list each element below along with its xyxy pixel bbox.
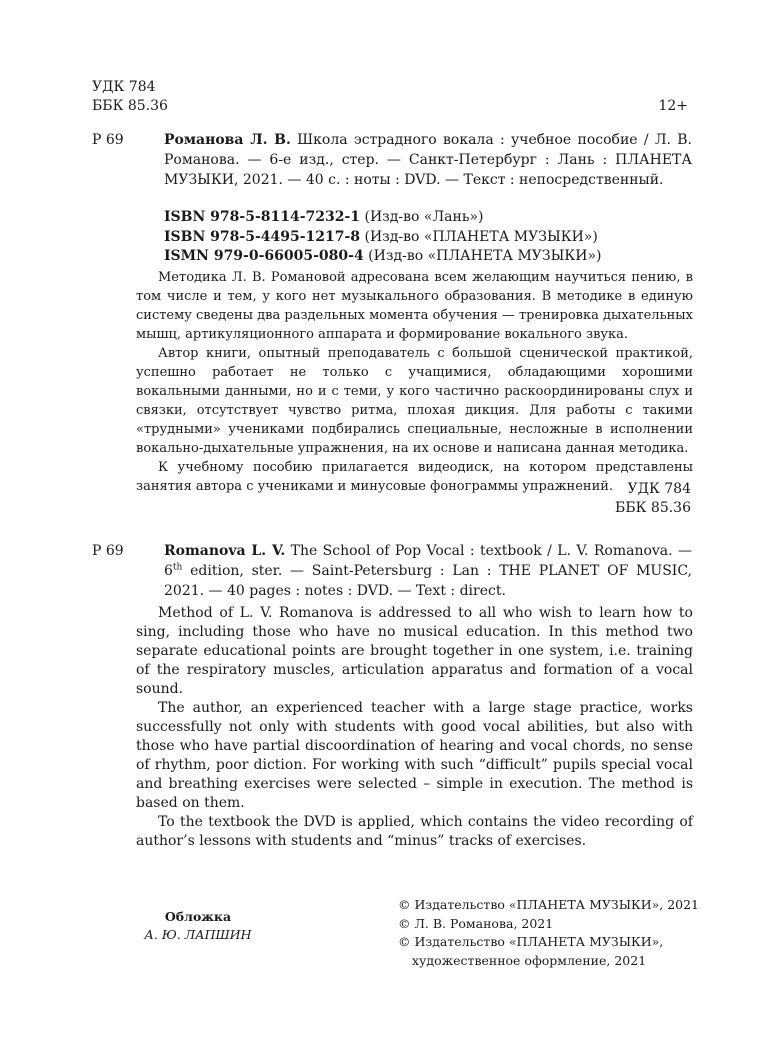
age-rating: 12+ [658,98,688,114]
ru-abstract-paragraph: Методика Л. В. Романовой адресована всем желающим научиться пению, в том числе и тем, у кого нет музыкального образования. В методике в единую систему сведены два раздельных момента обучения — тренировка дыхательных мышц, артикуляционного аппарата и формирование вокального звука. [136,270,693,342]
isbn-number: ISBN 978-5-4495-1217-8 [164,228,361,245]
isbn-list [164,208,602,267]
bbk-code: ББК 85.36 [92,98,168,114]
ismn-publisher: (Изд-во «ПЛАНЕТА МУЗЫКИ») [368,248,602,264]
copyright-block [398,896,699,970]
isbn-number: ISBN 978-5-8114-7232-1 [164,209,361,225]
copyright-line: © Издательство «ПЛАНЕТА МУЗЫКИ», 2021 [398,897,700,912]
isbn-publisher: (Изд-во «ПЛАНЕТА МУЗЫКИ») [364,228,598,245]
ru-record-code: Р 69 [92,132,124,148]
cover-credit-title: Обложка [164,909,232,924]
ru-abstract-paragraph: Автор книги, опытный преподаватель с большой сценической практикой, успешно работает не только с учащимися, обладающими хорошими вокальными данными, но и с теми, у кого частично раскоординированы слух и связки, отсутствует чувство ритма, плохая дикция. Для работы с такими «трудными» учениками подбирались специальные, несложные в исполнении вокально-дыхательные упражнения, на их основе и написана данная методика. [136,346,693,456]
en-abstract-paragraph: Method of L. V. Romanova is addressed to all who wish to learn how to sing, including those who have no musical education. In this method two separate educational points are brought together in one system, i.e. training of the respiratory muscles, articulation apparatus and formation of a vocal sound. [136,605,693,697]
udk-bbk-right [615,480,691,518]
en-abstract-paragraph: The author, an experienced teacher with a large stage practice, works successfully not only with students with good vocal abilities, but also with those who have partial discoordination of hearing and vocal chords, no sense of rhythm, poor diction. For working with such “difficult” pupils special vocal and breathing exercises were selected – simple in execution. The method is based on them. [136,700,693,811]
ru-catalog-record [92,130,692,190]
ru-abstract [136,268,693,496]
en-record-title: The School of Pop Vocal : textbook / L. V. Romanova. — [290,543,692,559]
en-record-rest: edition, ster. — Saint-Petersburg : Lan : THE PLANET OF MUSIC, 2021. — 40 pages : notes : DVD. — Text : direct. [164,563,692,599]
udk-bbk-header [92,78,168,116]
ismn-number: ISMN 979-0-66005-080-4 [164,248,364,264]
udk-code: УДК 784 [92,79,156,95]
en-abstract-paragraph: To the textbook the DVD is applied, which contains the video recording of author’s lessons with students and “minus” tracks of exercises. [136,814,693,849]
isbn-row [164,228,602,248]
ru-record-text: Школа эстрадного вокала : учебное пособие / Л. В. Романова. — 6-е изд., стер. — Санкт-Петербург : Лань : ПЛАНЕТА МУЗЫКИ, 2021. — 40 с. : ноты : DVD. — Текст : непосредственный. [164,132,693,188]
ru-abstract-paragraph: К учебному пособию прилагается видеодиск, на котором представлены занятия автора с учениками и минусовые фонограммы упражнений. [136,460,693,494]
bbk-code: ББК 85.36 [615,500,691,516]
ru-record-author: Романова Л. В. [164,132,291,148]
isbn-row [164,208,602,228]
cover-credit [118,908,278,944]
isbn-publisher: (Изд-во «Лань») [364,209,484,225]
en-abstract [136,604,693,851]
udk-code: УДК 784 [627,481,691,497]
copyright-line: © Издательство «ПЛАНЕТА МУЗЫКИ», [398,934,664,949]
cover-credit-name: А. Ю. ЛАПШИН [144,927,252,942]
en-catalog-record [92,541,692,601]
edition-suffix: th [172,562,183,573]
ismn-row [164,247,602,267]
copyright-line: © Л. В. Романова, 2021 [398,915,554,931]
en-record-edition [164,563,182,579]
edition-number: 6 [164,563,173,579]
en-record-author: Romanova L. V. [164,543,286,559]
en-record-code: Р 69 [92,543,124,559]
copyright-line: художественное оформление, 2021 [412,952,647,968]
